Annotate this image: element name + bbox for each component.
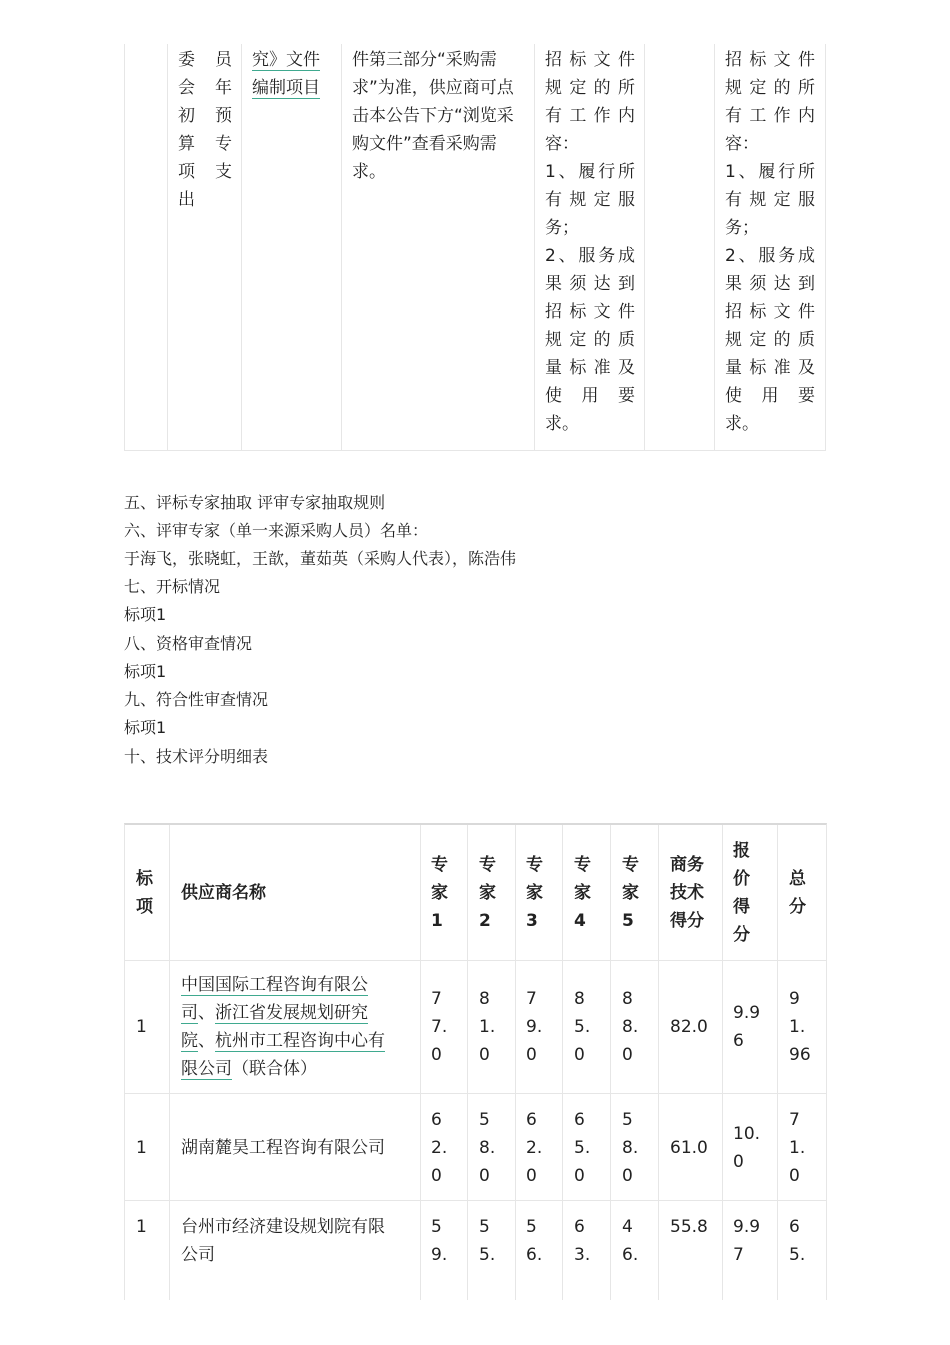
row1-price-score: 9.9 6 bbox=[733, 1003, 761, 1051]
contract-performance-text: 招标文件 规定的所 有工作内 容： 1、履行所 有规定服 务； 2、服务成 果须达到 招标文件 规定的质 量标准及 使 用 要 求。 bbox=[545, 50, 635, 434]
row3-lot: 1 bbox=[136, 1217, 147, 1237]
header-price-score: 报 价 得 分 bbox=[733, 841, 750, 945]
supplier-link-zhejiang[interactable]: 浙江省发展规划研究 bbox=[215, 1003, 368, 1023]
row3-business-tech-score: 55.8 bbox=[670, 1217, 708, 1237]
row2-expert-5: 5 8. 0 bbox=[622, 1110, 639, 1186]
section-5-expert-selection: 五、评标专家抽取 评审专家抽取规则 bbox=[124, 493, 386, 512]
row1-expert-4: 8 5. 0 bbox=[574, 989, 591, 1065]
table-col-fund-source bbox=[167, 44, 241, 450]
row1-expert-2: 8 1. 0 bbox=[479, 989, 496, 1065]
table-col-blank bbox=[124, 44, 167, 450]
requirements-text: 件第三部分“采购需 求”为准，供应商可点 击本公告下方“浏览采 购文件”查看采购需 求。 bbox=[352, 50, 514, 182]
row3-total: 6 5. bbox=[789, 1217, 806, 1265]
section-9-lot: 标项1 bbox=[124, 718, 167, 737]
row2-expert-2: 5 8. 0 bbox=[479, 1110, 496, 1186]
project-name-link-2[interactable]: 编制项目 bbox=[252, 78, 320, 98]
section-7-bid-opening: 七、开标情况 bbox=[124, 577, 221, 596]
header-lot: 标 项 bbox=[136, 869, 153, 917]
row1-lot: 1 bbox=[136, 1017, 147, 1037]
header-business-tech-score: 商务 技术 得分 bbox=[670, 855, 704, 931]
row3-expert-3: 5 6. bbox=[526, 1217, 543, 1265]
row3-supplier: 台州市经济建设规划院有限 公司 bbox=[181, 1217, 385, 1265]
table-col-contract-performance-2 bbox=[714, 44, 825, 450]
row3-price-score: 9.9 7 bbox=[733, 1217, 761, 1265]
header-expert-3: 专 家 3 bbox=[526, 855, 543, 931]
row1-expert-1: 7 7. 0 bbox=[431, 989, 448, 1065]
expert-names: 于海飞，张晓虹，王歆，董茹英（采购人代表），陈浩伟 bbox=[124, 549, 517, 568]
fund-source-text: 委 员 会 年 初 预 算 专 项 支 出 bbox=[178, 50, 232, 210]
table-col-project-name bbox=[241, 44, 341, 450]
procurement-info-table-continued bbox=[124, 44, 826, 451]
section-6-expert-list-heading: 六、评审专家（单一来源采购人员）名单： bbox=[124, 521, 429, 540]
row1-expert-5: 8 8. 0 bbox=[622, 989, 639, 1065]
supplier-link-hangzhou[interactable]: 杭州市工程咨询中心有 bbox=[215, 1031, 385, 1051]
row1-supplier: 中国国际工程咨询有限公 司、浙江省发展规划研究 院、杭州市工程咨询中心有 限公司（联合体） bbox=[181, 975, 385, 1079]
supplier-link-hangzhou-2[interactable]: 限公司 bbox=[181, 1059, 232, 1079]
row1-total: 9 1. 96 bbox=[789, 989, 811, 1065]
row2-total: 7 1. 0 bbox=[789, 1110, 806, 1186]
section-8-qualification: 八、资格审查情况 bbox=[124, 634, 253, 653]
section-8-lot: 标项1 bbox=[124, 662, 167, 681]
row3-expert-5: 4 6. bbox=[622, 1217, 639, 1265]
section-7-lot: 标项1 bbox=[124, 605, 167, 624]
contract-performance-text-2: 招标文件 规定的所 有工作内 容： 1、履行所 有规定服 务； 2、服务成 果须达到 招标文件 规定的质 量标准及 使 用 要 求。 bbox=[725, 50, 815, 434]
header-supplier: 供应商名称 bbox=[181, 883, 266, 903]
row3-expert-2: 5 5. bbox=[479, 1217, 496, 1265]
row2-expert-4: 6 5. 0 bbox=[574, 1110, 591, 1186]
header-expert-2: 专 家 2 bbox=[479, 855, 496, 931]
header-total: 总 分 bbox=[789, 869, 806, 917]
row2-expert-1: 6 2. 0 bbox=[431, 1110, 448, 1186]
header-expert-1: 专 家 1 bbox=[431, 855, 448, 931]
supplier-link-cieca[interactable]: 中国国际工程咨询有限公 bbox=[181, 975, 368, 995]
table-col-contract-performance bbox=[534, 44, 644, 450]
row2-price-score: 10. 0 bbox=[733, 1124, 761, 1172]
row1-expert-3: 7 9. 0 bbox=[526, 989, 543, 1065]
header-expert-5: 专 家 5 bbox=[622, 855, 639, 931]
table-col-requirements bbox=[341, 44, 534, 450]
row2-supplier: 湖南麓昊工程咨询有限公司 bbox=[181, 1138, 385, 1158]
row2-lot: 1 bbox=[136, 1138, 147, 1158]
row3-expert-4: 6 3. bbox=[574, 1217, 591, 1265]
row2-expert-3: 6 2. 0 bbox=[526, 1110, 543, 1186]
section-10-score-heading: 十、技术评分明细表 bbox=[124, 747, 269, 766]
supplier-link-zhejiang-2[interactable]: 院 bbox=[181, 1031, 198, 1051]
table-col-blank-2 bbox=[644, 44, 714, 450]
project-name-link[interactable]: 究》文件 bbox=[252, 50, 320, 70]
header-expert-4: 专 家 4 bbox=[574, 855, 591, 931]
technical-score-table bbox=[124, 823, 827, 1300]
section-9-compliance: 九、符合性审查情况 bbox=[124, 690, 269, 709]
row2-business-tech-score: 61.0 bbox=[670, 1138, 708, 1158]
row3-expert-1: 5 9. bbox=[431, 1217, 448, 1265]
supplier-link-cieca-2[interactable]: 司 bbox=[181, 1003, 198, 1023]
row1-business-tech-score: 82.0 bbox=[670, 1017, 708, 1037]
